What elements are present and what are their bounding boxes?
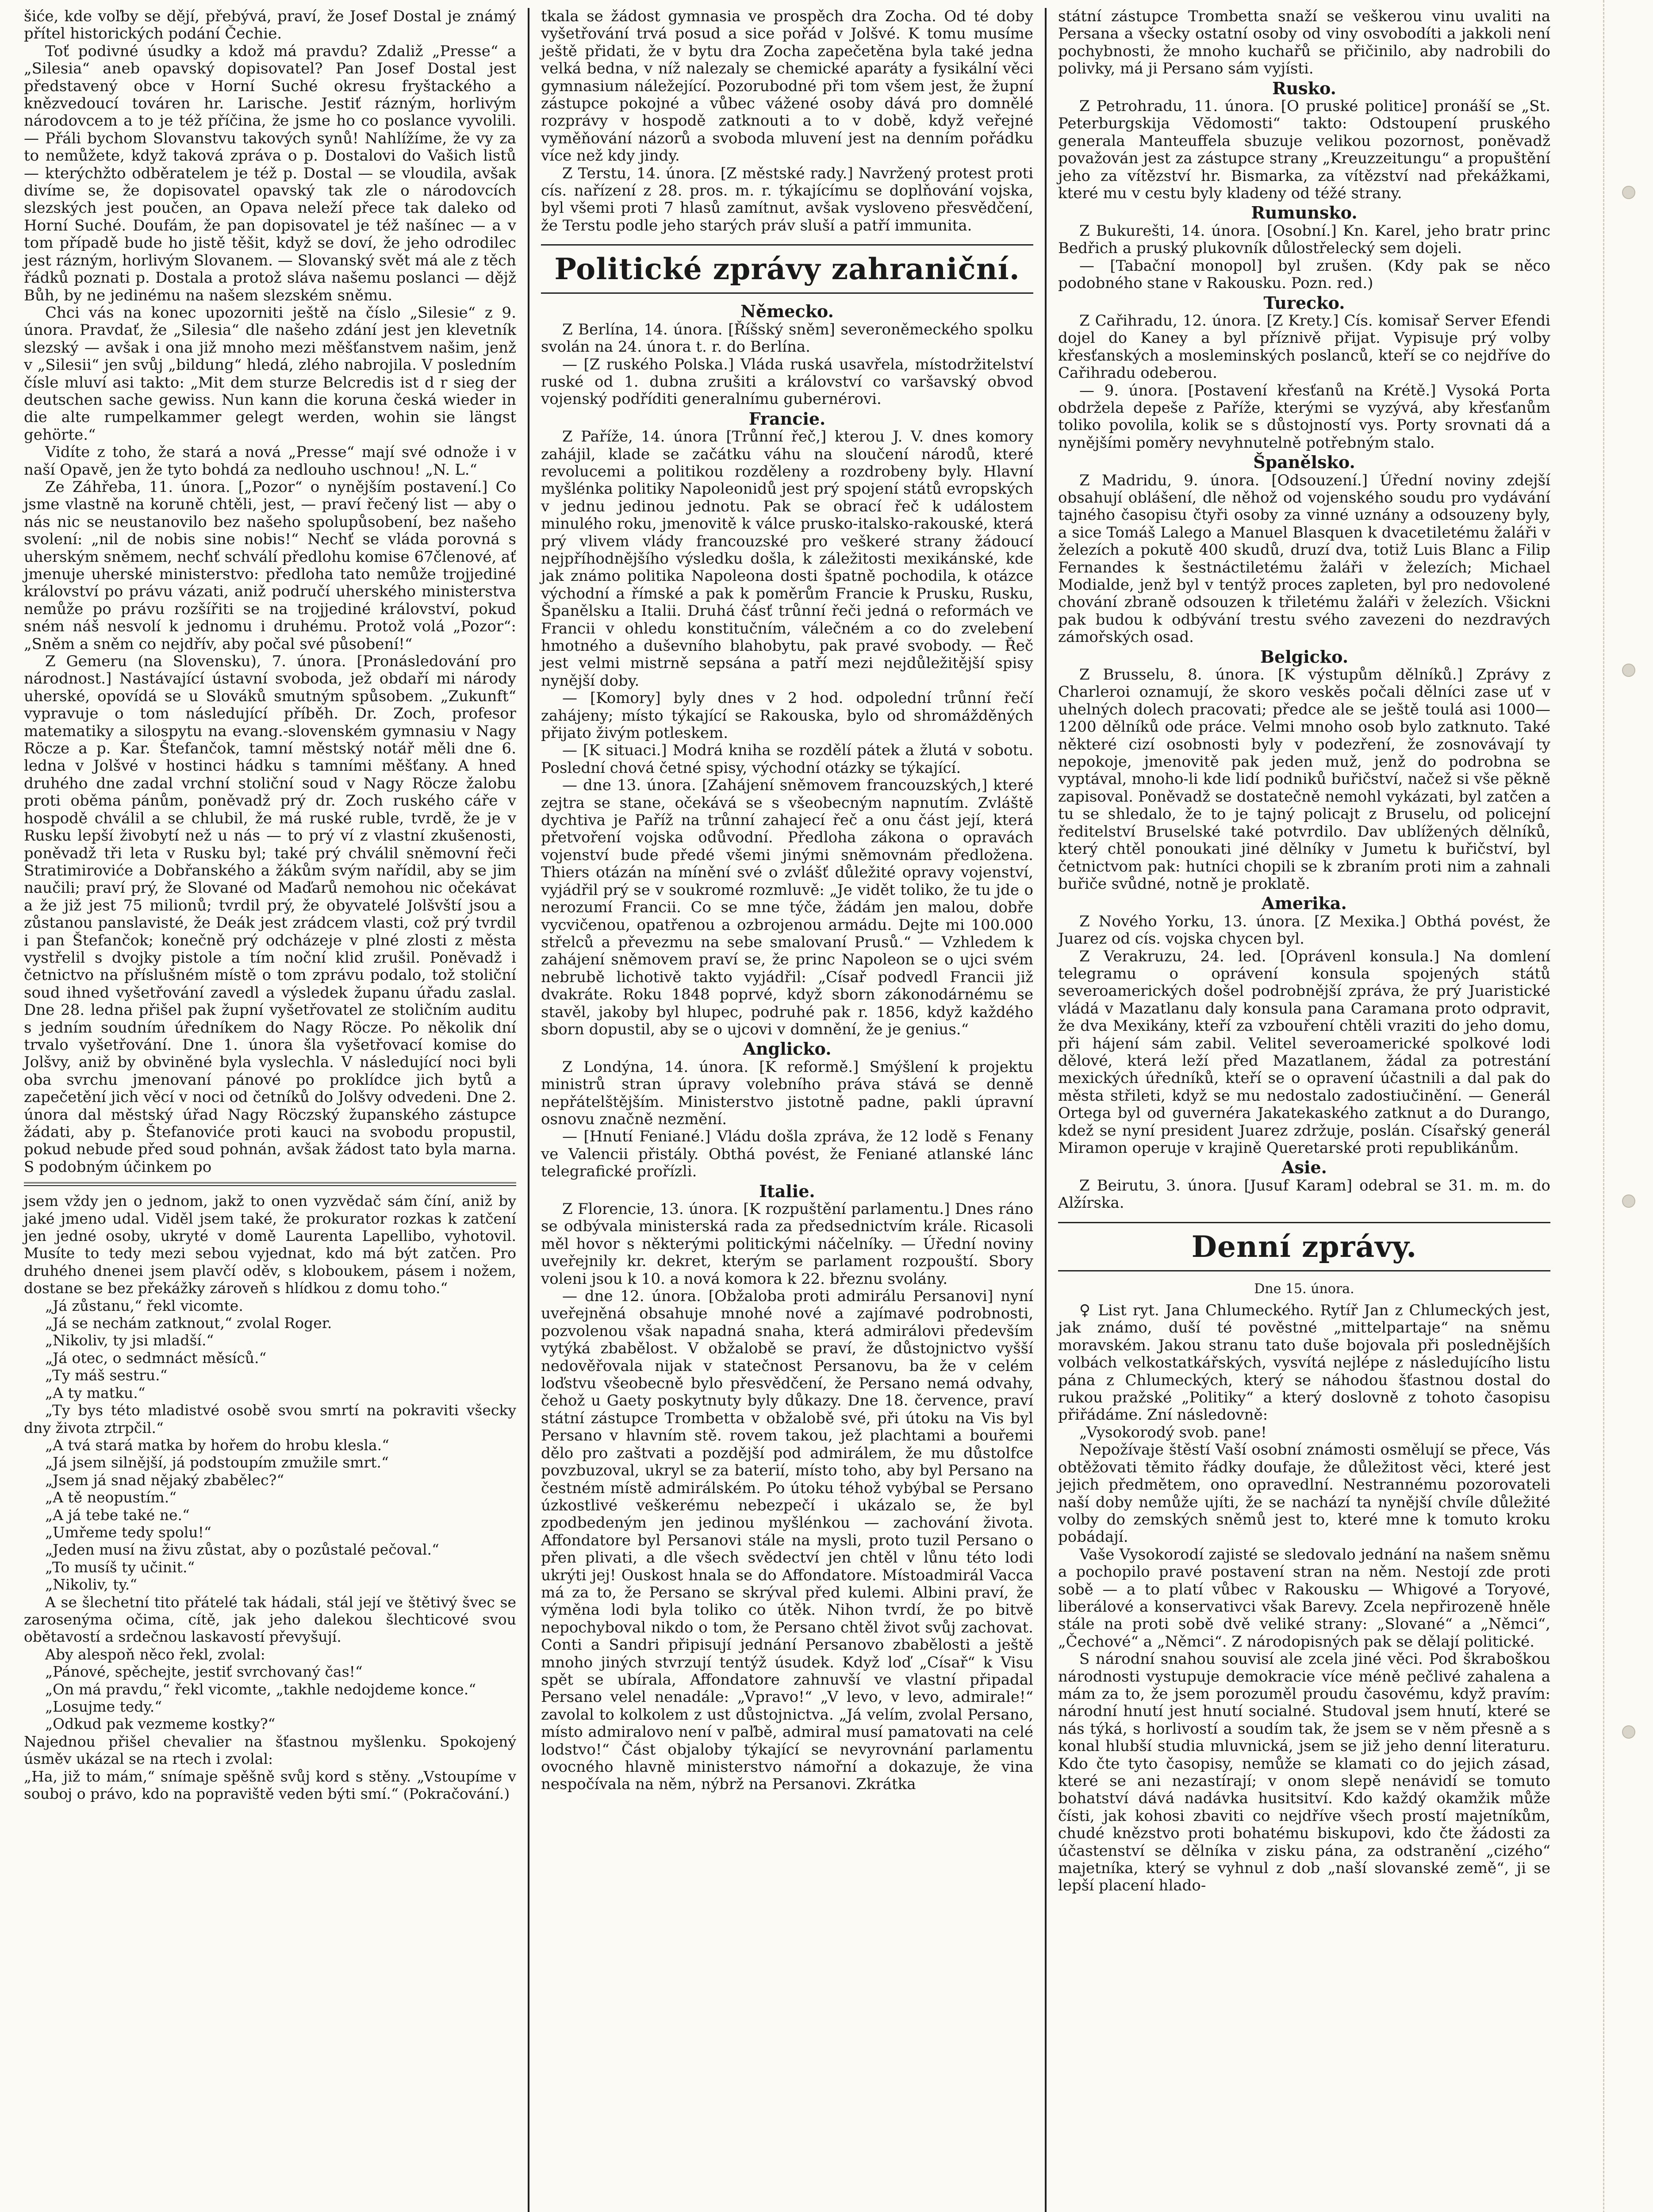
country-heading: Německo. [740, 301, 834, 322]
article-paragraph: Z Madridu, 9. února. [Odsouzení.] Úřední noviny zdejší obsahují oblášení, dle něhož od vojenského soudu pro vydávání tajného časopisu čtyři osoby za vinné uznány a odsouzeny byly, a sice Tomáš Lalego a Manuel Blasquen k dvacetiletému žaláři v železích a pokutě 400 skudů, druzí dva, totiž Luis Blanc a Filip Fernandes k šestnáctiletému žaláři v železích; Michael Modialde, jenž byl v tentýž proces zapleten, byl pro nedovolené chování zbraně odsouzen k třiletému žaláři v železích. Všickni pak budou k odbývání trestu svého zavezeni do nezdravých zámořských osad. [1058, 471, 1550, 646]
article-paragraph: Chci vás na konec upozorniti ještě na číslo „Silesie“ z 9. února. Pravdať, že „Silesia“ dle našeho zdání jest jen klevetník slezský — avšak i ona již mnoho mezi měšťanstvem našim, jenž v „Silesii“ jen svůj „bildung“ hledá, zlého nabrojila. V posledním čísle mluví asi takto: „Mit dem sturze Belcredis ist d r sieg der deutschen sache gewiss. Nun kann die koruna česká wieder in die alte rumpelkammer gelegt werden, wohin sie längst gehörte.“ [24, 303, 516, 444]
column-3 [1048, 8, 1560, 2212]
feuilleton-line: „Nikoliv, ty.“ [45, 1576, 138, 1594]
punch-hole [1622, 1725, 1635, 1739]
article-paragraph: státní zástupce Trombetta snaží se veškerou vinu uvaliti na Persana a všecky ostatní osoby od viny osvobodíti a jakkoli není pochybnosti, že mnoho kuchařů se přičinilo, aby nadrobili do polivky, má ji Persano sám vyjísti. [1058, 8, 1550, 78]
country-heading: Rumunsko. [1251, 203, 1358, 223]
feuilleton-paragraph: Najednou přišel chevalier na šťastnou myšlenku. Spokojený úsměv ukázal se na rtech i zvolal: [24, 1732, 516, 1768]
feuilleton-line: „Ty máš sestru.“ [45, 1367, 168, 1384]
country-heading: Turecko. [1263, 292, 1345, 313]
feuilleton-line: „A ty matku.“ [45, 1384, 146, 1402]
feuilleton-paragraph: jsem vždy jen o jednom, jakž to onen vyzvědač sám číní, aniž by jaké jmeno udal. Viděl jsem také, že prokurator rozkas k zatčení jen jedné osoby, ukryté v domě Laurenta Lapellibo, vyhotovil. Musíte to tedy mezi sebou vyjednat, kdo má být zatčen. Pro druhého dnenei jsem plavčí oděv, s kloboukem, pásem i nožem, dostane se bez překážky zároveň s hlídkou z domu toho.“ [24, 1192, 516, 1297]
feuilleton-paragraph: „Ha, již to mám,“ snímaje spěšně svůj kord s stěny. „Vstoupíme v souboj o právo, kdo na popraviště veden býti smí.“ (Pokračování.) [24, 1767, 516, 1803]
article-paragraph: Z Verakruzu, 24. led. [Oprávenl konsula.] Na domlení telegramu o oprávení konsula spojených států severoamerických došel podrobnější zpráva, že prý Juaristické vládá v Mazatlanu daly konsula pana Caramana proto odpravit, že dva Mexikány, kteří za vzbouření chtěli vraziti do jeho domu, při hájení sám zabil. Velitel severoamerické spolkové lodi dělové, která leží před Mazatlanem, žádal za potrestání mexických úředníků, kteří se o opravení účastnili a dal pak do města střileti, když se mu nedostalo zadostiučinění. — Generál Ortega byl od guvernéra Jakatekaského zatknut a do Durango, kdež se nyní president Juarez zdržuje, poslán. Císařský generál Miramon operuje v krajině Queretarské proti republikánům. [1058, 947, 1550, 1157]
article-paragraph: Z Berlína, 14. února. [Říšský sněm] severoněmeckého spolku svolán na 24. února t. r. do Berlína. [541, 320, 1033, 356]
binding-margin [1603, 0, 1653, 2212]
country-heading: Belgicko. [1260, 646, 1349, 667]
feuilleton-line: „Jsem já snad nějaký zbabělec?“ [45, 1471, 284, 1489]
article-paragraph: Z Beirutu, 3. února. [Jusuf Karam] odebral se 31. m. m. do Alžírska. [1058, 1176, 1550, 1212]
feuilleton-line: „To musíš ty učinit.“ [45, 1558, 195, 1576]
article-paragraph: — dne 12. února. [Obžaloba proti admirálu Persanovi] nyní uveřejněná obsahuje mnohé nové a zajímavé podrobnosti, pozvolenou však napadná snaha, která admirálovi především vytýká zbabělost. V obžalobě se praví, že důstojnictvo vyšší nedověřovala nijak v statečnost Persanovu, ba že v celém loďstvu všeobecně bylo přesvědčení, že Persano nemá odvahy, čehož u Gaety poskytnuty byly důkazy. Dne 18. července, praví státní zástupce Trombetta v obžalobě své, při útoku na Vis byl Persano v hlavním stě. rovem takou, jež plachtami a bouřemi dělo pro zaštvati a pozdější pod admirálem, že mu důstolfce povzbuzoval, ukryl se za baterií, místo toho, aby byl Persano na čestném místě admirálském. Po útoku téhož vybýbal se Persano úzkostlivé veškerému nebezpečí i ukázalo se, že byl zpodbedeným jen jedinou myšlénkou — zachování života. Affondatore byl Persanovi stále na mysli, proto tuzil Persano o přen plivati, a dle všech svědectví jen chtěl v lůnu této lodi ukrýti jej! Ouskost hnala se do Affondatore. Místoadmirál Vacca má za to, že Persano se skrýval před kulemi. Albini praví, že výměna lodi byla toliko co útěk. Nihon tvrdí, že po bitvě nepochyboval nikdo o tom, že Persano chtěl život svůj zachovat. Conti a Sandri připisují jednání Persanovo zbabělosti a ještě mnoho jiných stvrzují tentýž úsudek. Když loď „Císař“ k Visu spět se ubírala, Affondatore zahnuvší ve vlastní připadal Persano velel nenadále: „Vpravo!“ „V levo, v levo, admirale!“ zavolal to kolkolem z ust důstojnictva. „Já velím, zvolal Persano, místo admiralovo není v paľbě, admiral musí pamatovati na celé lodstvo!“ Část objaloby týkající se nevyrovnání parlamentu ovocného hlavně ministerstvo námořní a dokazuje, že vina nespočívala na něm, nýbrž na Persanovi. Zkrátka [541, 1287, 1033, 1793]
section-title-daily-news: Denní zprávy. [1058, 1222, 1550, 1271]
country-heading: Amerika. [1262, 893, 1347, 914]
feuilleton-line: „Jeden musí na živu zůstat, aby o pozůstalé pečoval.“ [45, 1541, 439, 1559]
article-paragraph: Z Londýna, 14. února. [K reformě.] Smýšlení k projektu ministrů stran úpravy volebního práva stává se denně nepřátelštějším. Ministerstvo jistotně padne, pakli úpravní osnovu značně nezmění. [541, 1058, 1033, 1128]
article-paragraph: — [Hnutí Feniané.] Vládu došla zpráva, že 12 lodě s Fenany ve Valencii přistály. Obthá povést, že Feniané atlanské lánc telegrafické prořízli. [541, 1128, 1033, 1181]
feuilleton-line: „Umřeme tedy spolu!“ [45, 1523, 211, 1541]
article-paragraph: Z Brusselu, 8. února. [K výstupům dělníků.] Zprávy z Charleroi oznamují, že skoro veskěs počali dělníci zase uť v uhelných dolech pracovati; předce ale se ještě toulá asi 1000—1200 dělníků ode práce. Velmi mnoho osob bylo zatknuto. Také některé cizí osobnosti byly v podezření, že zosnovávají ty nepokoje, jmenovitě pak jeden muž, jenž do podrobna se vyptával, mnoho-li kde lidí podniků buřičství, načež si vše pěkně zapisoval. Poněvadž se dostatečně nemohl vykázati, byl zatčen a tu se shledalo, že to je tajný policajt z Bruselu, od policejní ředitelství Bruselské také potvrdilo. Dav ublížených dělníků, který chtěl ponoukati jiné dělníky v Jumetu k buřičství, byl četnictvom pak: hutníci chopili se k zbraním proti nim a zahnali buřiče svůdné, notně je proklatě. [1058, 666, 1550, 893]
newspaper-page [14, 8, 1589, 2212]
feuilleton-line: „Já jsem silnější, já podstoupím zmužile smrt.“ [45, 1454, 389, 1471]
feuilleton-line: „Já se nechám zatknout,“ zvolal Roger. [45, 1314, 332, 1332]
article-paragraph: — [K situaci.] Modrá kniha se rozdělí pátek a žlutá v sobotu. Poslední chová četné spisy, východní otázky se týkající. [541, 741, 1033, 777]
article-paragraph: Z Petrohradu, 11. února. [O pruské politice] pronáší se „St. Peterburgskija Vĕdomosti“ takto: Odstoupení pruského generala Manteuffela sbuzuje velikou pozornost, poněvadž považován jest za zástupce strany „Kreuzzeitungu“ a propuštění jeho za vítězství hr. Bismarka, za vítězství nad překážkami, které mu v cestu byly kladeny od téžé strany. [1058, 97, 1550, 203]
feuilleton-line: „Losujme tedy.“ [45, 1698, 162, 1715]
column-rule [1045, 8, 1047, 2212]
article-paragraph: Z Nového Yorku, 13. února. [Z Mexika.] Obthá povést, že Juarez od cís. vojska chycen byl. [1058, 912, 1550, 948]
article-paragraph: Vidíte z toho, že stará a nová „Presse“ mají své odnože i v naší Opavě, jen že tyto bohdá za nedlouho uschnou! „N. L.“ [24, 443, 516, 479]
feuilleton-line: „Ty bys této mladistvé osobě svou smrtí na pokraviti všecky dny života ztrpčil.“ [24, 1402, 516, 1436]
article-paragraph: šiće, kde voľby se dějí, přebývá, praví, že Josef Dostal je známý přítel historických podání Čechie. [24, 8, 516, 43]
article-paragraph: Vaše Vysokorodí zajisté se sledovalo jednání na našem sněmu a pochopilo pravé postavení stran na něm. Nestojí zde proti sobě — a to platí vůbec v Rakousku — Whigové a Toryové, liberálové a konservativci však Barevy. Zcela nepřirozeně hněle stále na proti sobě dvě veliké strany: „Slované“ a „Němci“, „Čechové“ a „Němci“. Z národopisných pak se dělají politické. [1058, 1545, 1550, 1651]
article-paragraph: Z Cařihradu, 12. února. [Z Krety.] Cís. komisař Server Efendi dojel do Kaney a byl příznivě přijat. Vypisuje prý volby křesťanských a mosleminských poslanců, kteří se co nejdříve do Cařihradu odeberou. [1058, 311, 1550, 382]
column-rule [528, 8, 529, 2212]
section-date: Dne 15. února. [1254, 1281, 1354, 1297]
punch-hole [1622, 664, 1635, 677]
section-title-foreign-news: Politické zprávy zahraniční. [541, 244, 1033, 294]
article-paragraph: Toť podivné úsudky a kdož má pravdu? Zdaliž „Presse“ a „Silesia“ aneb opavský dopisovatel? Pan Josef Dostal jest představený obce v Horní Suché okresu fryštackého a knězvedoucí továren hr. Larische. Jestiť rázným, horlivým národovcem a to je též příčina, že jsme ho co poslance vyvolili. — Přáli bychom Slovanstvu takových synů! Nahlížíme, že vy za to nemůžete, když taková zpráva o p. Dostalovi do Vašich listů — kterýchžto odběratelem je též p. Dostal — se vloudila, avšak divíme se, že dopisovatel opavský tak zle o národovcích slezských jest poučen, an Opava neleží přece tak daleko od Horní Suché. Doufám, že pan dopisovatel je též našínec — a v tom případě bude ho jistě těšit, když se doví, že jeho odrodilec jest rázným, horlivým Slovanem. — Slovanský svět má ale z těch řádků poznati p. Dostala a protož sláva našemu poslanci — dějž Bůh, by ne jedinému na našem slezském sněmu. [24, 42, 516, 304]
feuilleton-line: „On má pravdu,“ řekl vicomte, „takhle nedojdeme konce.“ [45, 1680, 476, 1698]
country-heading: Rusko. [1272, 78, 1336, 98]
column-2 [531, 8, 1043, 2212]
article-paragraph: Z Terstu, 14. února. [Z městské rady.] Navržený protest proti cís. nařízení z 28. pros. m. r. týkajícímu se doplňování vojska, byl všemi proti 7 hlasů zamítnut, avšak vysloveno přesvědčení, že Terstu podle jeho starých práv sluší a patří immunita. [541, 164, 1033, 234]
article-paragraph: — [Tabační monopol] byl zrušen. (Kdy pak se něco podobného stane v Rakousku. Pozn. red.) [1058, 257, 1550, 292]
article-paragraph: tkala se žádost gymnasia ve prospěch dra Zocha. Od té doby vyšetřování trvá posud a sice pořád v Jolšvé. K tomu musíme ještě přidati, že v bytu dra Zocha zapečetěna byla také jedna velká bedna, v níž nalezaly se chemické aparáty a fysikální věci gymnasium náležející. Pozorubodné při tom všem jest, že župní zástupce pokojné a vůbec vážené osoby dává pro domnělé rozprávy v hospodě zatknouti a to v době, když veřejné vyměňování názorů a svoboda mluvení jest na denním pořádku více než kdy jindy. [541, 8, 1033, 165]
article-paragraph: — [Komory] byly dnes v 2 hod. odpolední trůnní řečí zahájeny; místo týkající se Rakouska, bylo od shromážděných přijato živým potleskem. [541, 689, 1033, 742]
feuilleton-divider [24, 1182, 516, 1186]
country-heading: Italie. [759, 1181, 815, 1201]
country-heading: Anglicko. [743, 1039, 832, 1059]
article-paragraph: Z Paříže, 14. února [Trůnní řeč,] kterou J. V. dnes komory zahájil, klade se začátku váhu na sloučení národů, které revolucemi a politikou rozděleny a rozdrobeny byly. Hlavní myšlénka politiky Napoleonidů jest prý spojení států evropských v jednu jedinou jednotu. Pak se obrací řeč k událostem minulého roku, jmenovitě k válce prusko-italsko-rakouské, která prý vlivem vlády francouzské pro veškeré strany žádoucí nejpříhodnějšího výsledku došla, k záležitosti mexikánské, kde jak známo politika Napoleona dosti špatně pochodila, k otázce východní a římské a pak k poměrům Francie k Prusku, Rusku, Španělsku a Italii. Druhá čásť trůnní řeči jedná o reformách ve Francii v ohledu konstitučním, válečném a co do zvelebení hmotného a duševního blahobytu, pak pravé svobody. — Řeč jest velmi mistrně sepsána a patří mezi nejdůležitější spisy nynější doby. [541, 428, 1033, 690]
feuilleton-line: „Odkud pak vezmeme kostky?“ [45, 1715, 276, 1733]
article-paragraph: — 9. února. [Postavení křesťanů na Krétě.] Vysoká Porta obdržela depeše z Paříže, kterými se vyzývá, aby křesťanům toliko povolila, kolik se s důstojností vys. Porty srovnati dá a nynějšími poměry nevyhnutelně potřebným stalo. [1058, 381, 1550, 452]
article-paragraph: „Vysokorodý svob. pane! [1079, 1423, 1267, 1441]
feuilleton-line: Aby alespoň něco řekl, zvolal: [45, 1645, 265, 1663]
country-heading: Francie. [748, 408, 826, 429]
punch-hole [1622, 1194, 1635, 1208]
article-paragraph: Nepožívaje štěstí Vaší osobní známosti osmělují se přece, Vás obtěžovati těmito řádky doufaje, že důležitost věci, které jest jejich předmětem, ono opravedlní. Nestrannému pozorovateli naší doby nemůže ujíti, že se nachází ta nynější chvíle důležité volby do zemských sněmů jest to, které mne k tomuto kroku pobádají. [1058, 1441, 1550, 1546]
feuilleton-line: „Nikoliv, ty jsi mladší.“ [45, 1332, 214, 1349]
article-paragraph: S národní snahou souvisí ale zcela jiné věci. Pod škraboškou národnosti vystupuje demokracie více méně pečlivé zahalena a mám za to, že jsem porozuměl proudu časovému, když pravím: národní hnutí jest hnutí socialné. Studoval jsem hnutí, které se nás týká, s horlivostí a soudím tak, že jsem se v něm přesně a s konal hlubší studia mluvnická, jsem se již jeho denní literaturu. Kdo čte tyto časopisy, nemůže se klamati co do jejich zásad, které se ani nezastírají; v onom slepě nenávidí se tomuto bohatství dává nadávka husitsitví. Kdo každý okamžik může čísti, jak kohosi zbaviti co nejdříve všech prostí majetníkům, chudé knězstvo proti bohatému biskupovi, kdo čte žádosti za účastenství se dělníka v zisku pána, za odstranění „cizého“ majetníka, který se vyhnul z dob „naší slovanské země“, ji se lepší placení hlado- [1058, 1650, 1550, 1895]
country-heading: Asie. [1281, 1157, 1327, 1178]
feuilleton-line: „A tě neopustím.“ [45, 1489, 177, 1506]
feuilleton-line: „A tvá stará matka by hořem do hrobu klesla.“ [45, 1436, 389, 1454]
feuilleton-line: „Pánové, spěchejte, jestiť svrchovaný čas!“ [45, 1663, 363, 1681]
article-paragraph: — [Z ruského Polska.] Vláda ruská usavřela, místodržitelství ruské od 1. dubna zrušiti a království co varšavský obvod vojenský podříditi generalnímu gubernérovi. [541, 355, 1033, 408]
country-heading: Španělsko. [1253, 452, 1355, 472]
feuilleton-paragraph: A se šlechetní tito přátelé tak hádali, stál její ve štětivý švec se zarosenýma očima, cítě, jak jeho dalekou šlechticové svou obětavostí a srdečnou laskavostí převyšují. [24, 1593, 516, 1646]
article-paragraph: Z Florencie, 13. února. [K rozpuštění parlamentu.] Dnes ráno se odbývala ministerská rada za předsednictvím krále. Ricasoli měl hovor s některými politickými náčelníky. — Úřední noviny uveřejnily kr. dekret, kterým se parlament rozpouští. Sbory voleni jsou k 10. a nová komora k 22. březnu svolány. [541, 1200, 1033, 1288]
feuilleton [24, 1192, 516, 1802]
feuilleton-line: „Já otec, o sedmnáct měsíců.“ [45, 1349, 267, 1367]
article-paragraph: — dne 13. února. [Zahájení sněmovem francouzských,] které zejtra se stane, očekává se s všeobecným napnutím. Zvláště dychtiva je Paříž na trůnní zahajecí řeč a onu část její, která přetvoření vojska odůvodní. Předloha zákona o opravách vojenství bude předé všemi jinými sněmovnám předložena. Thiers otázán na mínění své o zvlášť důležité opravy vojenství, vyjádřil prý se v soukromé rozmluvě: „Je vidět toliko, že tu jde o nerozumí Francii. Co se mne týče, žádám jen malou, dobře vycvičenou, opatřenou a ozbrojenou armádu. Dejte mi 100.000 střelců a převezmu na sebe smalovaní Prusů.“ — Vzhledem k zahájení sněmovem praví se, že princ Napoleon se o ujci svém nebrubě lichotivě takto vyjádřil: „Císař podvedl Francii již dvakráte. Roku 1848 poprvé, když sborn zákonodárnému se stavěl, jakoby byl hlupec, podruhé pak r. 1856, když každého sborn dopustil, aby se o ujcovi v domnění, že je genius.“ [541, 776, 1033, 1038]
article-paragraph: Z Gemeru (na Slovensku), 7. února. [Pronásledování pro národnost.] Nastávající ústavní svoboda, jež obdaří mi národy uherské, opovídá se u Slováků smutným spůsobem. „Zukunft“ vypravuje o tom následující příběh. Dr. Zoch, profesor matematiky a silospytu na evang.-slovenském gymnasiu v Nagy Röcze a p. Kar. Štefančok, tamní městský notář měli dne 6. ledna v Jolšvé v hostinci hádku s tamními měšťany. A hned druhého dne zadal vrchní stoliční soud v Nagy Röcze žalobu proti oběma pánům, poněvadž prý dr. Zoch ruského cáře v hospodě chválil a se chlubil, že má ruské ruble, tvrdě, že je v Rusku lepší živobytí než u nás — to prý ví z vlastní zkušenosti, poněvadž tři leta v Rusku byl; také prý chválil sněmovní řeči Stratimiroviće a Dobřanského a žákům svým nařídil, aby se jim naučili; praví prý, že Slované od Maďarů nemohou nic očekávat a že již jest 75 milionů; tvrdil prý, že obyvatelé Jolšvští jsou a zůstanou panslavisté, že Deák jest zrádcem vlasti, což prý tvrdil i pan Štefančok; konečně prý odcházeje v plné zlosti z města vystřelil s dvojky pistole a tím noční klid zrušil. Poněvadž i četnictvo na příslušném místě o tom zprávu podalo, tož stoliční soud ihned vyšetřování zavedl a výsledek županu úřadu zaslal. Dne 28. ledna přišel pak župní vyšetřovatel ze stoličním auditu s jedním soudním úředníkem do Nagy Röcze. Po několik dní trvalo vyšetřování. Dne 1. února šla vyšetřovací komise do Jolšvy, aniž by obviněné byla vyslechla. V následující noci byli oba svrchu jmenovaní pánové po proklídce jich bytů a zapečetění jich věcí v noci od četníků do Jolšvy odvedeni. Dne 2. února dal městský úřad Nagy Röczský županského zástupce žádati, aby p. Štefanoviće proti kauci na svobodu propustil, pokud nebude před soud pohnán, avšak žádost tato byla marna. S podobným účinkem po [24, 653, 516, 1176]
feuilleton-line: „Já zůstanu,“ řekl vicomte. [45, 1297, 243, 1314]
article-paragraph: ♀ List ryt. Jana Chlumeckého. Rytíř Jan z Chlumeckých jest, jak známo, duší té pověstné „mittelpartaje“ na sněmu moravském. Jakou stranu tato duše bojovala při poslednějších volbách velkostatkářských, vysvítá nejlépe z následujícího listu pána z Chlumeckých, který se náhodou šťastnou dostal do rukou pražské „Politiky“ a který doslovně z tohoto časopisu přiřádáme. Zní následovně: [1058, 1302, 1550, 1424]
article-paragraph: Ze Záhřeba, 11. února. [„Pozor“ o nynějším postavení.] Co jsme vlastně na koruně chtěli, jest, — praví řečený list — aby o nás nic se neustanovilo bez našeho spolupůsobení, bez našeho svolení: „nil de nobis sine nobis!“ Nechť se vláda porovná s uherským sněmem, nechť schválí předlohu komise 67členové, ať jmenuje uherské ministerstvo: předloha tato nemůže trojjediné království po právu vázati, aniž područí uherského ministerstva nemůže po právu rozšířiti se na trojjediné království, pokud sném náš nesvolí k jednomu i druhému. Protož volá „Pozor“: „Sněm a sněm co nejdřív, aby počal své působení!“ [24, 478, 516, 653]
column-1 [14, 8, 526, 2212]
punch-hole [1622, 186, 1635, 199]
feuilleton-line: „A já tebe také ne.“ [45, 1506, 190, 1524]
article-paragraph: Z Bukurešti, 14. února. [Osobní.] Kn. Karel, jeho bratr princ Bedřich a pruský plukovník důlostřelecký sem dojeli. [1058, 222, 1550, 257]
